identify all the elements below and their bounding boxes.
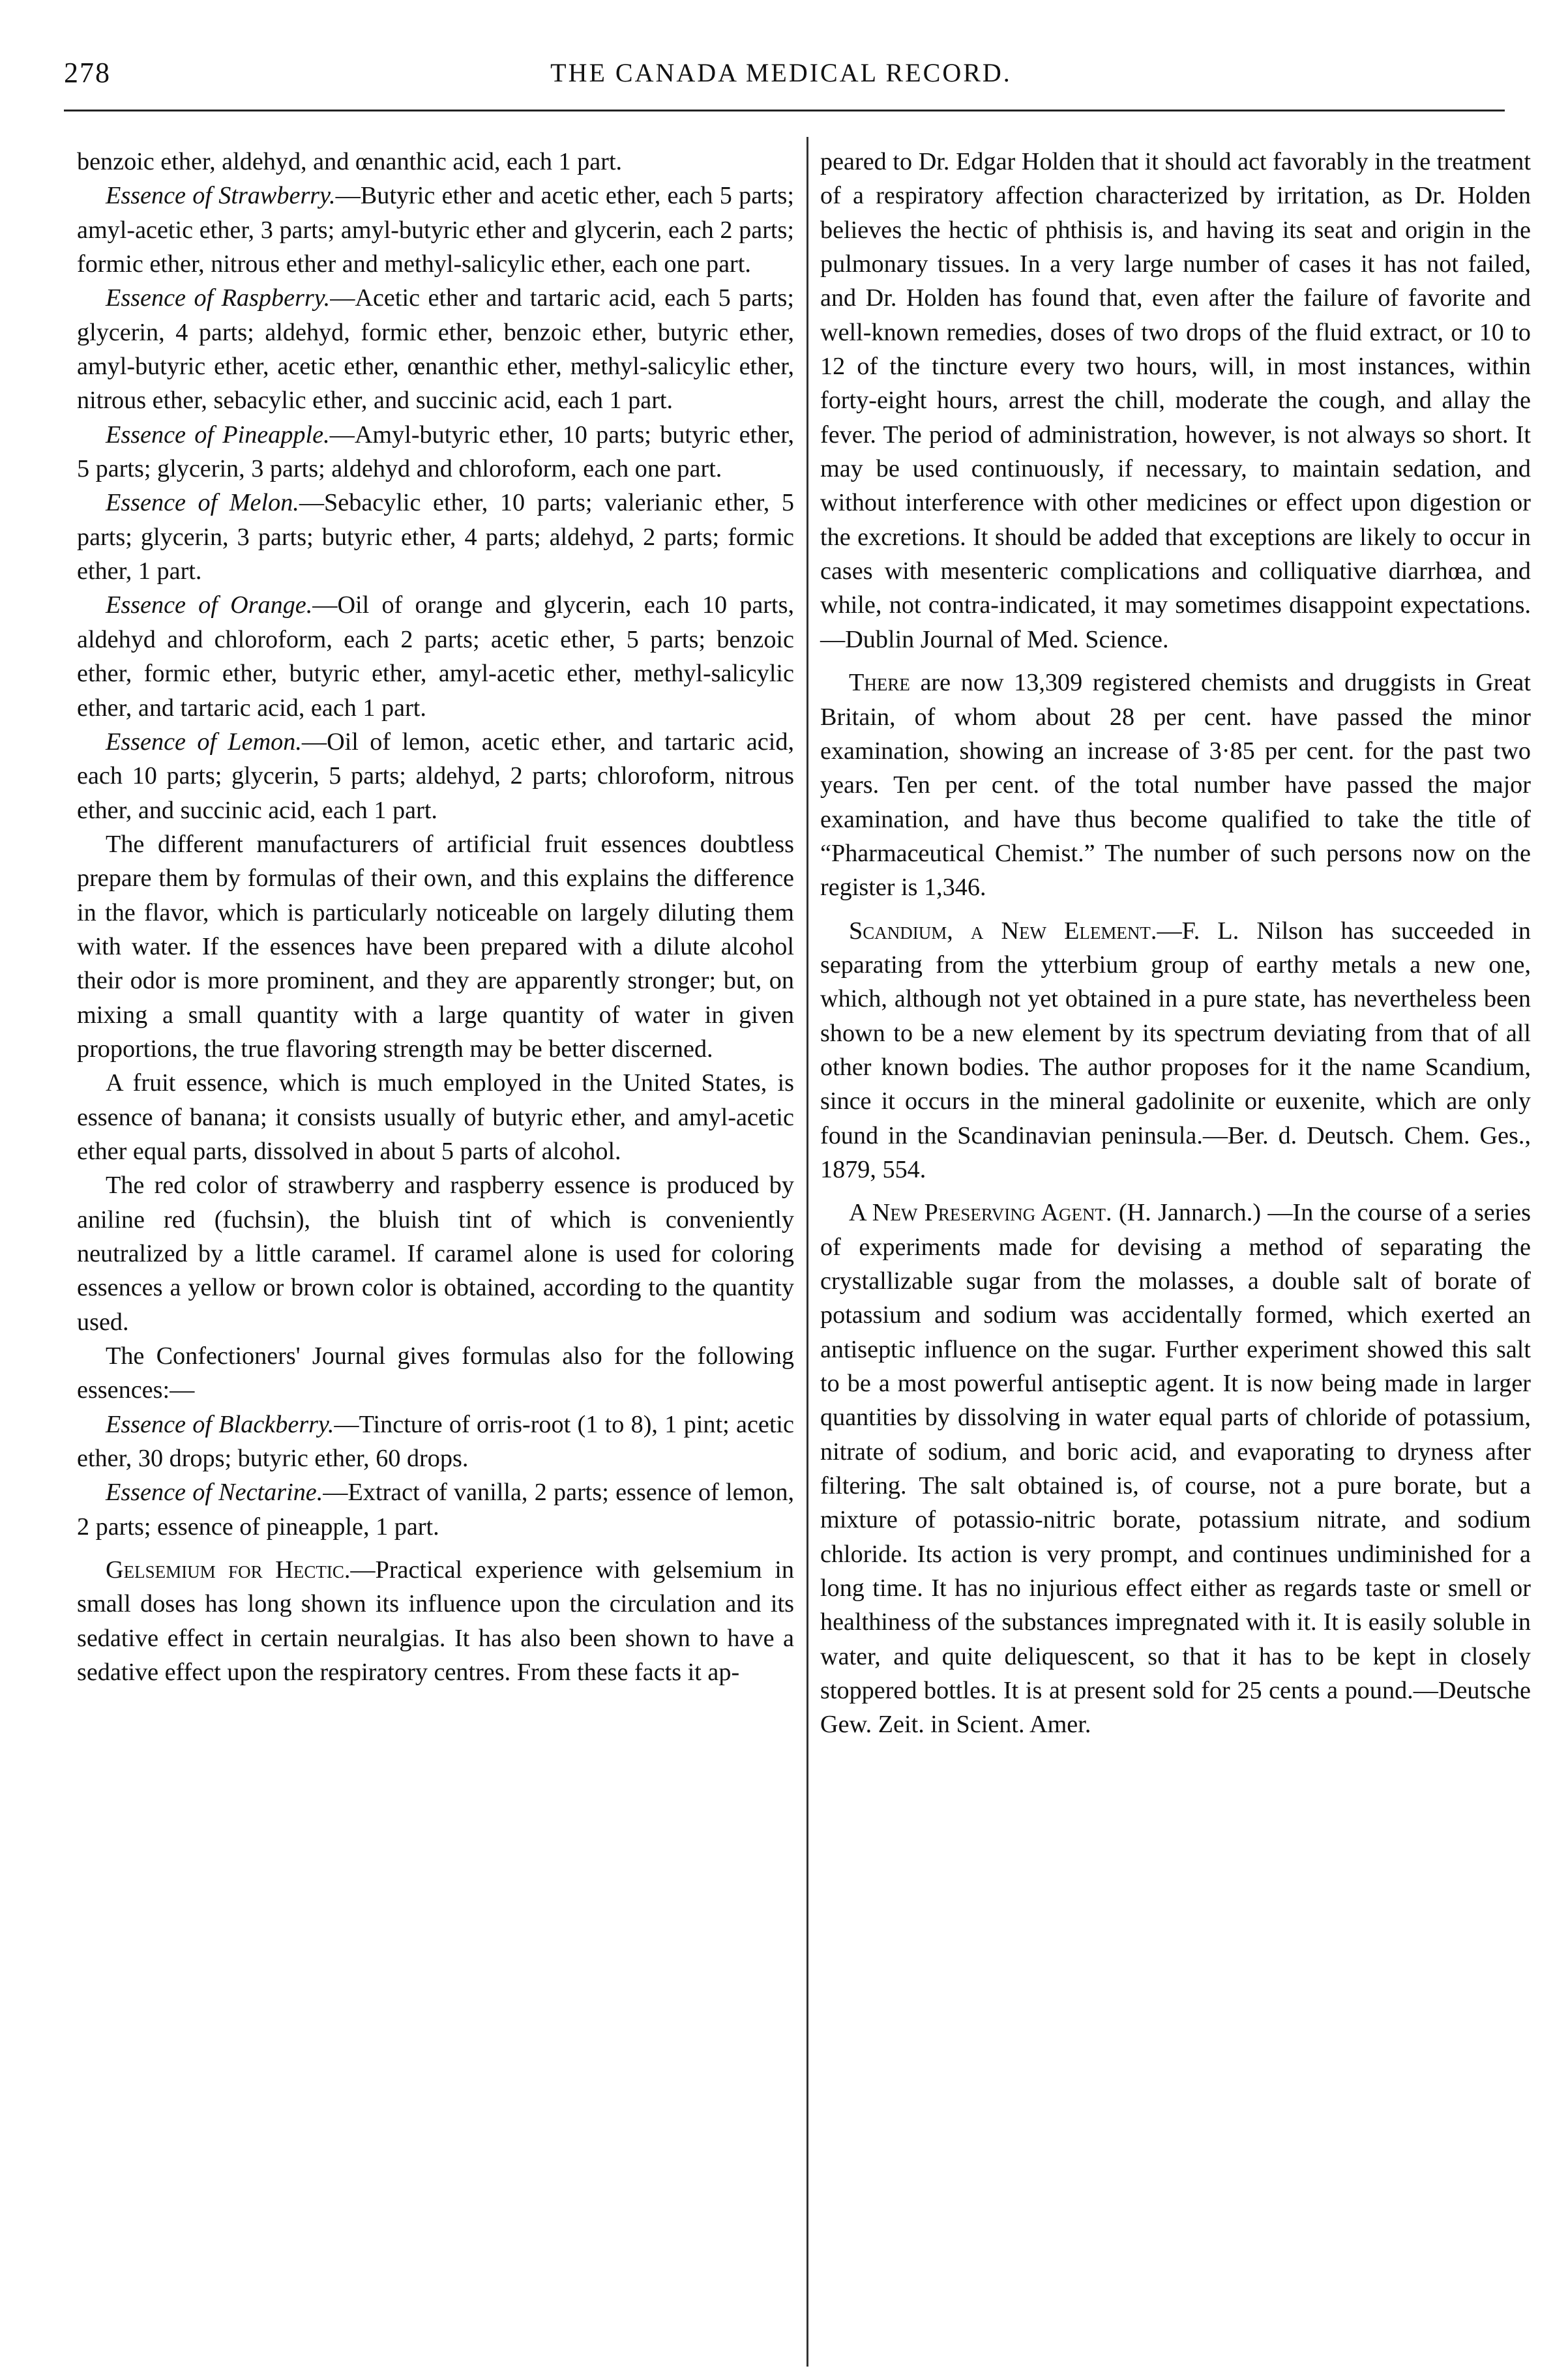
paragraph: Essence of Strawberry.—Butyric ether and acetic ether, each 5 parts; amyl-acetic ether, 3 parts; amyl-butyric ether and glycerin, each 2 parts; formic ether, nitrous ether and methyl-salicylic ether, each one part. (77, 182, 794, 278)
running-title: THE CANADA MEDICAL RECORD. (550, 58, 1012, 87)
left-column (77, 145, 794, 1689)
recipe-title: Essence of Raspberry. (106, 284, 331, 312)
recipe-title: Essence of Blackberry. (106, 1410, 334, 1438)
paragraph: Essence of Lemon.—Oil of lemon, acetic ether, and tartaric acid, each 10 parts; glycerin, 5 parts; aldehyd, 2 parts; chloroform, nitrous ether, and succinic acid, each 1 part. (77, 728, 794, 824)
recipe-title: Essence of Nectarine. (106, 1479, 323, 1507)
recipe-title: Essence of Melon. (106, 489, 299, 517)
page-header (64, 56, 1498, 102)
paragraph: peared to Dr. Edgar Holden that it should act favorably in the treatment of a respiratory affection characterized by irritation, as Dr. Holden believes the hectic of phthisis is, and having its seat and origin in the pulmonary tissues. In a very large number of cases it has not failed, and Dr. Holden has found that, even after the failure of favorite and well-known remedies, doses of two drops of the fluid extract, or 10 to 12 of the tincture every two hours, will, in most instances, within forty-eight hours, arrest the chill, moderate the cough, and allay the fever. The period of administration, however, is not always so short. It may be used continuously, if necessary, to maintain sedation, and without interference with other medicines or effect upon digestion or the excretions. It should be added that exceptions are likely to occur in cases with mesenteric complications and colliquative diarrhœa, and while, not contra-indicated, it may sometimes disappoint expectations.—Dublin Journal of Med. Science. (820, 148, 1531, 653)
paragraph: Gelsemium for Hectic.—Practical experience with gelsemium in small doses has long shown its influence upon the circulation and its sedative effect in certain neuralgias. It has also been shown to have a sedative effect upon the respiratory centres. From these facts it ap- (77, 1556, 795, 1687)
paragraph: A New Preserving Agent. (H. Jannarch.) —In the course of a series of experiments made for devising a method of separating the crystallizable sugar from the molasses, a double salt of borate of potassium and sodium was accidentally formed, which exerted an antiseptic influence on the sugar. Further experiment showed this salt to be a most powerful antiseptic agent. It is now being made in larger quantities by dissolving in water equal parts of chloride of potassium, nitrate of sodium, and boric acid, and evaporating to dryness after filtering. The salt obtained is, of course, not a pure borate, but a mixture of potassio-nitric borate, potassium nitrate, and sodium chloride. Its action is very prompt, and continues undiminished for a long time. It has no injurious effect either as regards taste or smell or healthiness of the substances impregnated with it. It is easily soluble in water, and quite deliquescent, so that it has to be kept in closely stoppered bottles. It is at present sold for 25 cents a pound.—Deutsche Gew. Zeit. in Scient. Amer. (820, 1199, 1531, 1739)
paragraph: Essence of Nectarine.—Extract of vanilla, 2 parts; essence of lemon, 2 parts; essence of pineapple, 1 part. (77, 1479, 794, 1541)
article-heading: Scandium, a New Element. (849, 917, 1157, 945)
recipe-title: Essence of Pineapple. (106, 421, 330, 449)
right-column (820, 145, 1531, 1742)
paragraph: Essence of Orange.—Oil of orange and glycerin, each 10 parts, aldehyd and chloroform, each 2 parts; acetic ether, 5 parts; benzoic ether, formic ether, butyric ether, amyl-acetic ether, methyl-salicylic ether, and tartaric acid, each 1 part. (77, 591, 794, 722)
paragraph: The red color of strawberry and raspberry essence is produced by aniline red (fuchsin), the bluish tint of which is conveniently neutralized by a little caramel. If caramel alone is used for coloring essences a yellow or brown color is obtained, according to the quantity used. (77, 1172, 794, 1336)
recipe-title: Essence of Strawberry. (106, 182, 336, 210)
article-heading: Gelsemium for Hectic. (106, 1556, 351, 1584)
paragraph: The Confectioners' Journal gives formulas also for the following essences:— (77, 1342, 794, 1404)
paragraph: There are now 13,309 registered chemists and druggists in Great Britain, of whom about 28 per cent. have passed the minor examination, showing an increase of 3·85 per cent. for the past two years. Ten per cent. of the total number have passed the major examination, and have thus become qualified to take the title of “Pharmaceutical Chemist.” The number of such persons now on the register is 1,346. (820, 669, 1531, 902)
paragraph: benzoic ether, aldehyd, and œnanthic acid, each 1 part. (77, 148, 623, 175)
recipe-title: Essence of Lemon. (106, 728, 302, 756)
article-heading: There (849, 669, 910, 697)
article-heading: A New Preserving Agent. (849, 1199, 1112, 1227)
paragraph: Scandium, a New Element.—F. L. Nilson has succeeded in separating from the ytterbium group of earthy metals a new one, which, although not yet obtained in a pure state, has nevertheless been shown to be a new element by its spectrum deviating from that of all other known bodies. The author proposes for it the name Scandium, since it occurs in the mineral gadolinite or euxenite, which are only found in the Scandinavian peninsula.—Ber. d. Deutsch. Chem. Ges., 1879, 554. (820, 917, 1531, 1183)
header-rule (64, 110, 1505, 111)
page-number: 278 (64, 57, 111, 89)
recipe-title: Essence of Orange. (106, 591, 313, 619)
paragraph: A fruit essence, which is much employed in the United States, is essence of banana; it consists usually of butyric ether, and amyl-acetic ether equal parts, dissolved in about 5 parts of alcohol. (77, 1069, 794, 1165)
paragraph: The different manufacturers of artificial fruit essences doubtless prepare them by formulas of their own, and this explains the difference in the flavor, which is particularly noticeable on largely diluting them with water. If the essences have been prepared with a dilute alcohol their odor is more prominent, and they are apparently stronger; but, on mixing a small quantity with a large quantity of water in given proportions, the true flavoring strength may be better discerned. (77, 830, 794, 1063)
paragraph: Essence of Melon.—Sebacylic ether, 10 parts; valerianic ether, 5 parts; glycerin, 3 parts; butyric ether, 4 parts; aldehyd, 2 parts; formic ether, 1 part. (77, 489, 794, 585)
paragraph: Essence of Pineapple.—Amyl-butyric ether, 10 parts; butyric ether, 5 parts; glycerin, 3 parts; aldehyd and chloroform, each one part. (77, 421, 794, 483)
column-divider (806, 137, 808, 2367)
paragraph: Essence of Blackberry.—Tincture of orris-root (1 to 8), 1 pint; acetic ether, 30 drops; butyric ether, 60 drops. (77, 1410, 794, 1473)
paragraph: Essence of Raspberry.—Acetic ether and tartaric acid, each 5 parts; glycerin, 4 parts; aldehyd, formic ether, benzoic ether, butyric ether, amyl-butyric ether, acetic ether, œnanthic ether, methyl-salicylic ether, nitrous ether, sebacylic ether, and succinic acid, each 1 part. (77, 284, 794, 415)
